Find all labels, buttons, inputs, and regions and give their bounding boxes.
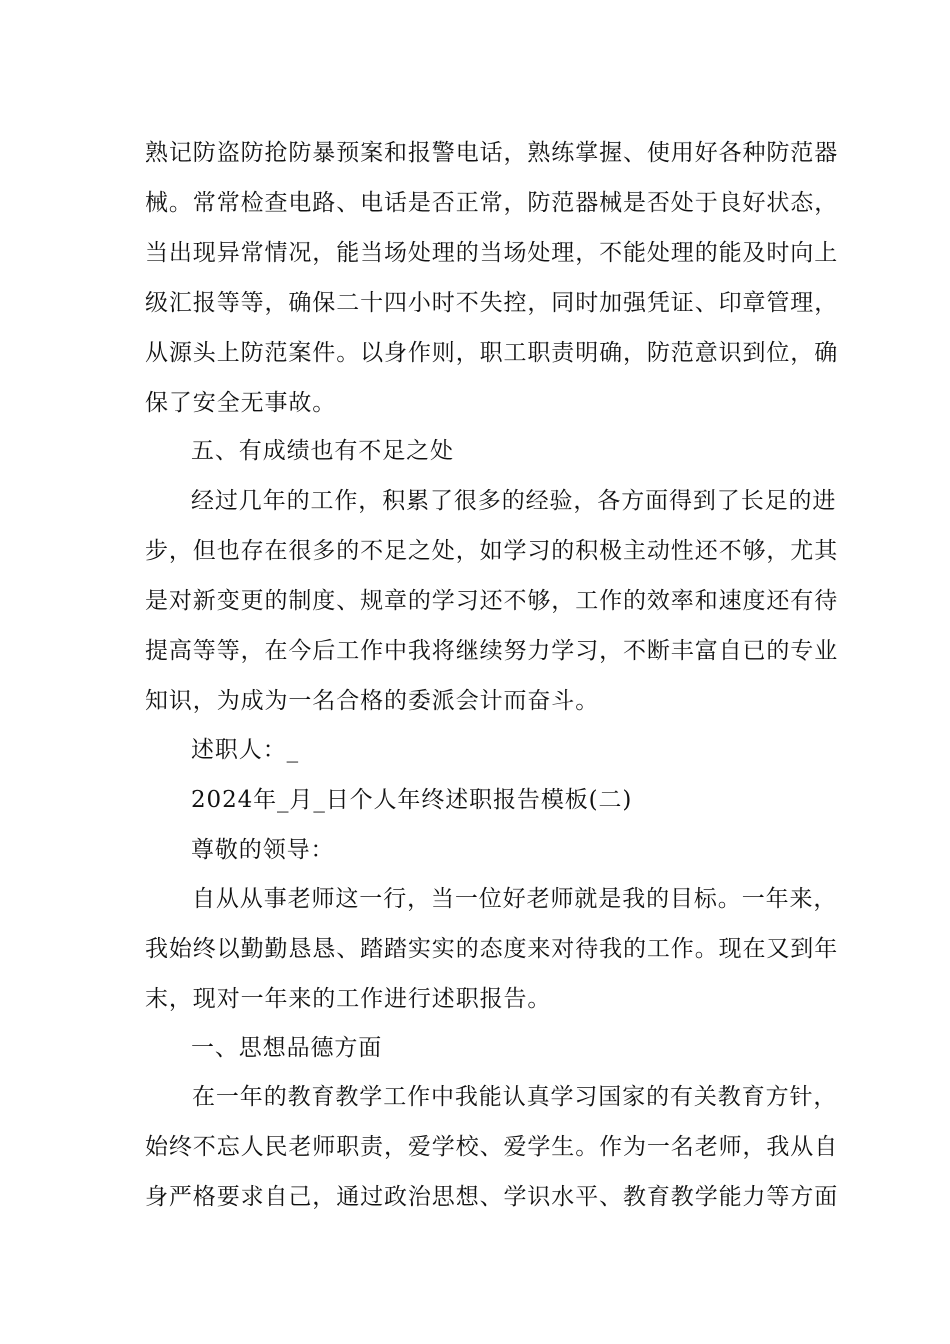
document-title: 2024年_月_日个人年终述职报告模板(二) bbox=[191, 787, 633, 813]
signature-line: 述职人：_ bbox=[191, 737, 299, 763]
paragraph-line: 提高等等，在今后工作中我将继续努力学习，不断丰富自已的专业 bbox=[145, 638, 839, 664]
salutation: 尊敬的领导： bbox=[191, 837, 335, 863]
paragraph-line: 是对新变更的制度、规章的学习还不够，工作的效率和速度还有待 bbox=[145, 588, 839, 614]
paragraph-line: 步，但也存在很多的不足之处，如学习的积极主动性还不够，尤其 bbox=[145, 538, 839, 564]
section-heading: 五、有成绩也有不足之处 bbox=[191, 438, 454, 464]
paragraph-line: 末，现对一年来的工作进行述职报告。 bbox=[145, 986, 552, 1012]
paragraph-line: 械。常常检查电路、电话是否正常，防范器械是否处于良好状态， bbox=[145, 190, 839, 216]
paragraph-line: 知识，为成为一名合格的委派会计而奋斗。 bbox=[145, 688, 600, 714]
paragraph-line: 级汇报等等，确保二十四小时不失控，同时加强凭证、印章管理， bbox=[145, 290, 839, 316]
paragraph-line: 保了安全无事故。 bbox=[145, 390, 337, 416]
paragraph-line: 经过几年的工作，积累了很多的经验，各方面得到了长足的进 bbox=[191, 488, 837, 514]
paragraph-line: 当出现异常情况，能当场处理的当场处理，不能处理的能及时向上 bbox=[145, 240, 839, 266]
paragraph-line: 从源头上防范案件。以身作则，职工职责明确，防范意识到位，确 bbox=[145, 340, 839, 366]
paragraph-line: 身严格要求自己，通过政治思想、学识水平、教育教学能力等方面 bbox=[145, 1184, 839, 1210]
paragraph-line: 熟记防盗防抢防暴预案和报警电话，熟练掌握、使用好各种防范器 bbox=[145, 140, 839, 166]
paragraph-line: 始终不忘人民老师职责，爱学校、爱学生。作为一名老师，我从自 bbox=[145, 1134, 839, 1160]
section-heading: 一、思想品德方面 bbox=[191, 1035, 383, 1061]
paragraph-line: 在一年的教育教学工作中我能认真学习国家的有关教育方针， bbox=[192, 1084, 838, 1110]
paragraph-line: 自从从事老师这一行，当一位好老师就是我的目标。一年来， bbox=[192, 886, 838, 912]
paragraph-line: 我始终以勤勤恳恳、踏踏实实的态度来对待我的工作。现在又到年 bbox=[145, 936, 839, 962]
